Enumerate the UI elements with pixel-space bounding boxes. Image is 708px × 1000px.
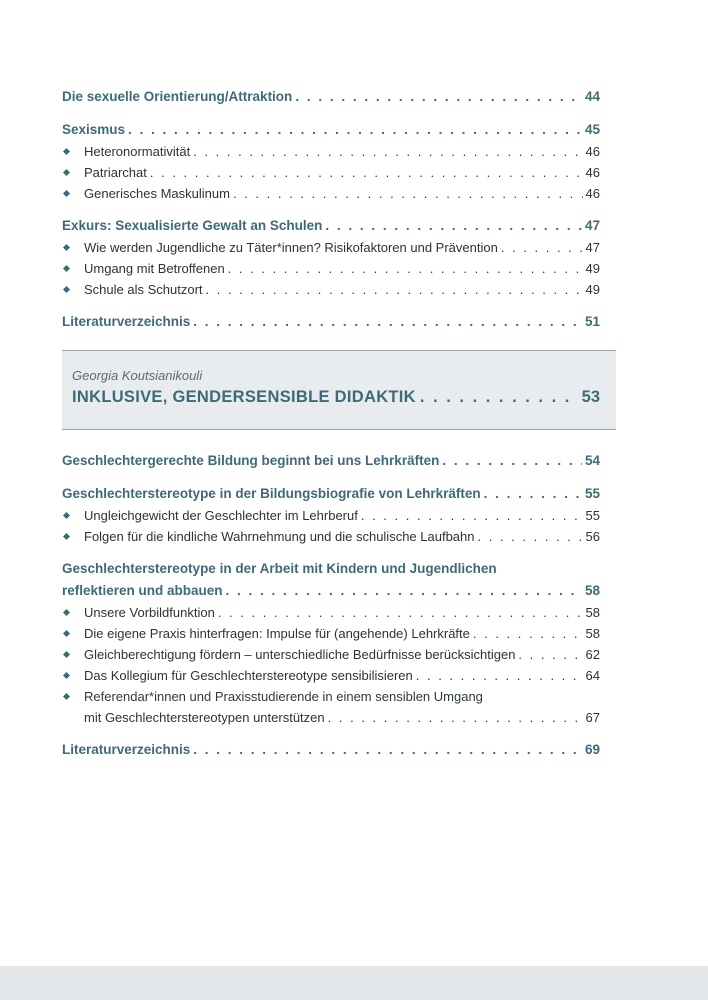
toc-subentry[interactable] [62, 602, 600, 623]
toc-entry-title: Heteronormativität [62, 141, 190, 162]
leader-dots [442, 450, 582, 472]
toc-entry-page: 67 [585, 710, 600, 725]
toc-entry[interactable] [62, 86, 600, 108]
toc-entry-title: Gleichberechtigung fördern – unterschiedliche Bedürfnisse berücksichtigen [62, 644, 515, 665]
spacer [62, 472, 600, 483]
toc-entry-page: 54 [584, 453, 600, 468]
leader-dots [420, 388, 578, 407]
footer-band [0, 966, 708, 1000]
spacer [62, 204, 600, 215]
toc-section-2 [62, 450, 600, 761]
chapter-title-row[interactable] [72, 388, 600, 407]
leader-dots [518, 644, 582, 665]
toc-entry-page: 46 [585, 144, 600, 159]
toc-subentry[interactable] [62, 644, 600, 665]
toc-entry-page: 62 [585, 647, 600, 662]
toc-entry-title: Schule als Schutzort [62, 279, 203, 300]
toc-entry[interactable] [62, 483, 600, 505]
leader-dots [501, 237, 583, 258]
toc-entry-page: 46 [585, 165, 600, 180]
toc-entry-title: Geschlechterstereotype in der Arbeit mit Kindern und Jugendlichen [62, 561, 497, 576]
leader-dots [295, 86, 582, 108]
toc-entry-page: 45 [584, 122, 600, 137]
toc-entry-page: 49 [585, 261, 600, 276]
toc-subentry[interactable] [62, 258, 600, 279]
spacer [62, 547, 600, 558]
spacer [62, 728, 600, 739]
toc-entry[interactable] [62, 119, 600, 141]
toc-entry-title: Literaturverzeichnis [62, 314, 191, 329]
toc-entry-page: 64 [585, 668, 600, 683]
toc-entry[interactable] [62, 311, 600, 333]
spacer [62, 300, 600, 311]
toc-subentry[interactable] [62, 623, 600, 644]
toc-entry-page: 46 [585, 186, 600, 201]
toc-entry-page: 47 [585, 240, 600, 255]
toc-entry-page: 44 [584, 89, 600, 104]
leader-dots [226, 580, 582, 602]
spacer [62, 108, 600, 119]
toc-entry-page: 49 [585, 282, 600, 297]
chapter-page: 53 [581, 388, 600, 406]
leader-dots [328, 707, 583, 728]
toc-entry-title: Wie werden Jugendliche zu Täter*innen? Risikofaktoren und Prävention [62, 237, 498, 258]
chapter-author: Georgia Koutsianikouli [72, 368, 203, 383]
toc-subentry[interactable] [62, 237, 600, 258]
toc-section-1 [62, 86, 600, 333]
toc-entry[interactable] [62, 450, 600, 472]
toc-entry-title: Literaturverzeichnis [62, 742, 191, 757]
toc-entry-title: Referendar*innen und Praxisstudierende in einem sensiblen Umgang [62, 686, 483, 707]
leader-dots [228, 258, 583, 279]
toc-entry-page: 47 [584, 218, 600, 233]
toc-subentry[interactable] [62, 141, 600, 162]
toc-subentry[interactable] [62, 162, 600, 183]
leader-dots [478, 526, 583, 547]
leader-dots [233, 183, 583, 204]
toc-entry[interactable] [62, 558, 600, 580]
leader-dots [473, 623, 583, 644]
toc-subentry[interactable] [62, 279, 600, 300]
leader-dots [193, 311, 582, 333]
leader-dots [416, 665, 583, 686]
leader-dots [193, 141, 582, 162]
toc-subentry[interactable] [62, 183, 600, 204]
toc-entry-title: Exkurs: Sexualisierte Gewalt an Schulen [62, 218, 323, 233]
toc-subentry[interactable] [62, 665, 600, 686]
leader-dots [361, 505, 583, 526]
toc-entry-page: 51 [584, 314, 600, 329]
toc-entry-title: Die sexuelle Orientierung/Attraktion [62, 89, 293, 104]
toc-entry-page: 58 [585, 626, 600, 641]
toc-entry-page: 55 [584, 486, 600, 501]
toc-entry-page: 58 [584, 583, 600, 598]
toc-entry-title: Generisches Maskulinum [62, 183, 230, 204]
toc-entry-title: Folgen für die kindliche Wahrnehmung und die schulische Laufbahn [62, 526, 475, 547]
leader-dots [484, 483, 582, 505]
toc-subentry[interactable] [62, 686, 600, 707]
toc-entry[interactable] [62, 215, 600, 237]
leader-dots [193, 739, 582, 761]
toc-subentry[interactable] [62, 505, 600, 526]
toc-entry-title: Umgang mit Betroffenen [62, 258, 225, 279]
toc-entry-title: Unsere Vorbildfunktion [62, 602, 215, 623]
leader-dots [150, 162, 583, 183]
leader-dots [325, 215, 582, 237]
toc-entry-page: 55 [585, 508, 600, 523]
chapter-header [62, 350, 616, 430]
toc-entry-title: mit Geschlechterstereotypen unterstützen [84, 710, 325, 725]
toc-entry-page: 58 [585, 605, 600, 620]
toc-entry-page: 56 [585, 529, 600, 544]
toc-entry-title: Patriarchat [62, 162, 147, 183]
toc-entry-title: Geschlechterstereotype in der Bildungsbiografie von Lehrkräften [62, 486, 481, 501]
toc-entry-title: Die eigene Praxis hinterfragen: Impulse für (angehende) Lehrkräfte [62, 623, 470, 644]
toc-entry-page: 69 [584, 742, 600, 757]
leader-dots [206, 279, 583, 300]
leader-dots [128, 119, 582, 141]
toc-entry-title: Geschlechtergerechte Bildung beginnt bei uns Lehrkräften [62, 453, 440, 468]
toc-entry-title: reflektieren und abbauen [62, 583, 223, 598]
toc-entry-title: Sexismus [62, 122, 126, 137]
toc-subentry[interactable] [62, 526, 600, 547]
toc-entry[interactable] [62, 580, 600, 602]
toc-entry[interactable] [62, 739, 600, 761]
toc-entry-title: Das Kollegium für Geschlechterstereotype sensibilisieren [62, 665, 413, 686]
chapter-title: INKLUSIVE, GENDERSENSIBLE DIDAKTIK [72, 388, 416, 406]
leader-dots [218, 602, 583, 623]
toc-entry-title: Ungleichgewicht der Geschlechter im Lehrberuf [62, 505, 358, 526]
toc-subentry[interactable] [62, 707, 600, 728]
